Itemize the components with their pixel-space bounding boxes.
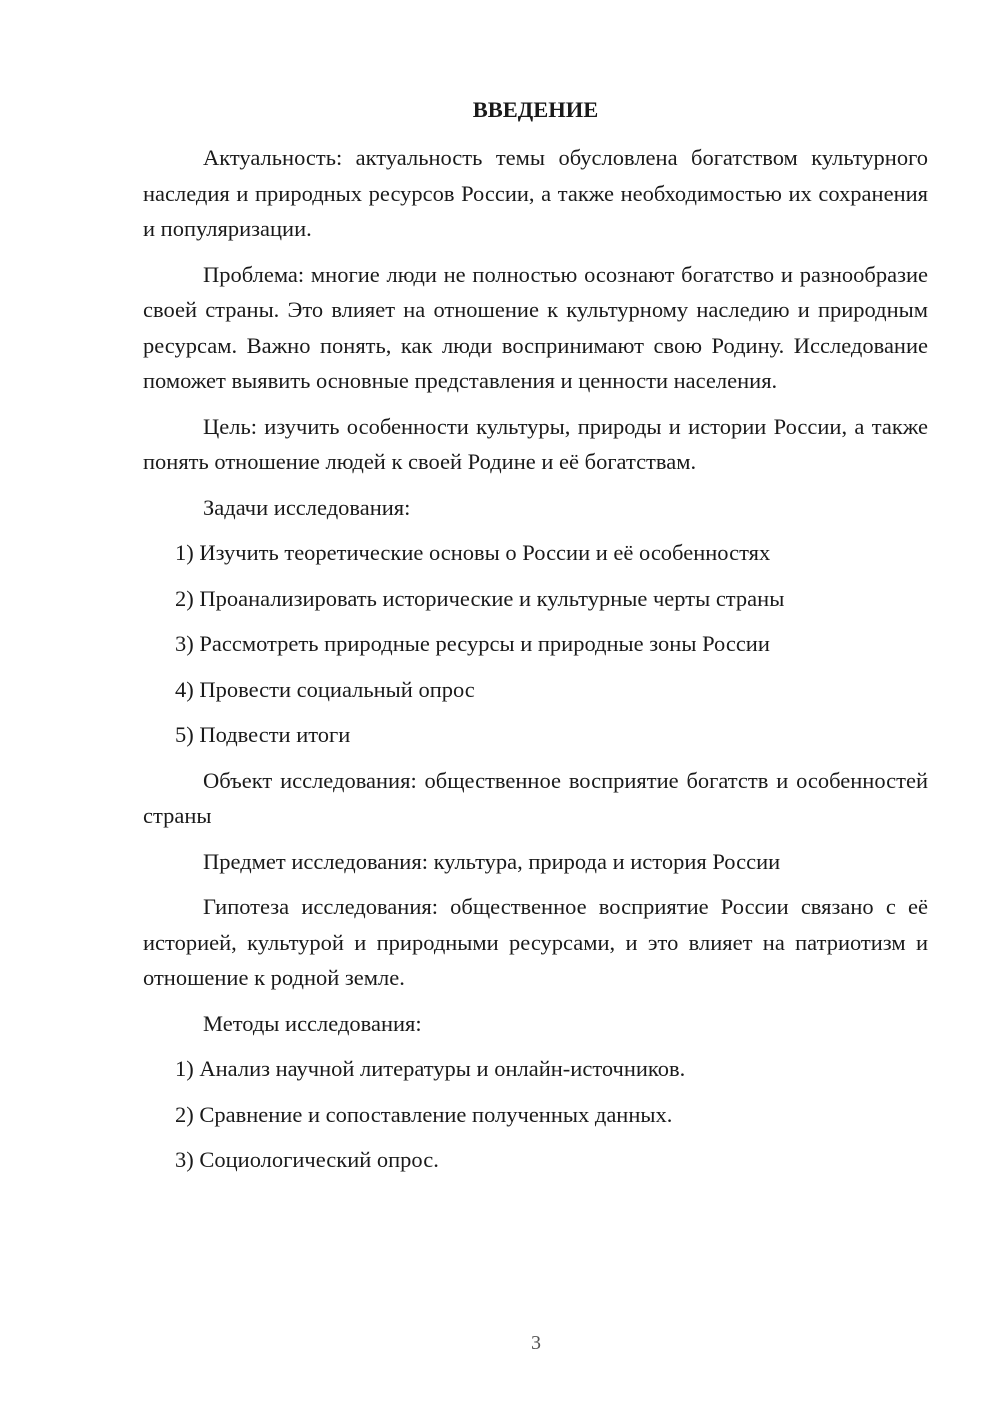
problem-paragraph: Проблема: многие люди не полностью осознают богатство и разнообразие своей страны. Это влияет на отношение к культурному наследию и природным ресурсам. Важно понять, как люди воспринимают свою Родину. Исследование поможет выявить основные представления и ценности населения. [143,261,928,393]
object-paragraph: Объект исследования: общественное восприятие богатств и особенностей страны [143,767,928,828]
method-item: 2) Сравнение и сопоставление полученных данных. [175,1101,673,1127]
relevance-paragraph: Актуальность: актуальность темы обусловлена богатством культурного наследия и природных ресурсов России, а также необходимостью их сохранения и популяризации. [143,145,928,241]
task-item: 5) Подвести итоги [175,722,351,747]
task-item: 1) Изучить теоретические основы о России и её особенностях [175,540,771,565]
task-item: 2) Проанализировать исторические и культурные черты страны [175,585,785,611]
hypothesis-paragraph: Гипотеза исследования: общественное восприятие России связано с её историей, культурой и природными ресурсами, и это влияет на патриотизм и отношение к родной земле. [143,894,928,990]
methods-heading: Методы исследования: [203,1010,422,1036]
page-content [143,90,928,1188]
method-item: 3) Социологический опрос. [175,1147,439,1172]
method-item: 1) Анализ научной литературы и онлайн-источников. [175,1056,686,1081]
section-title: ВВЕДЕНИЕ [472,97,599,122]
page-number: 3 [531,1332,541,1354]
subject-paragraph: Предмет исследования: культура, природа и история России [203,848,781,874]
goal-paragraph: Цель: изучить особенности культуры, природы и истории России, а также понять отношение людей к своей Родине и её богатствам. [143,413,928,474]
task-item: 3) Рассмотреть природные ресурсы и природные зоны России [175,631,770,656]
task-item: 4) Провести социальный опрос [175,676,475,702]
tasks-heading: Задачи исследования: [203,494,411,520]
